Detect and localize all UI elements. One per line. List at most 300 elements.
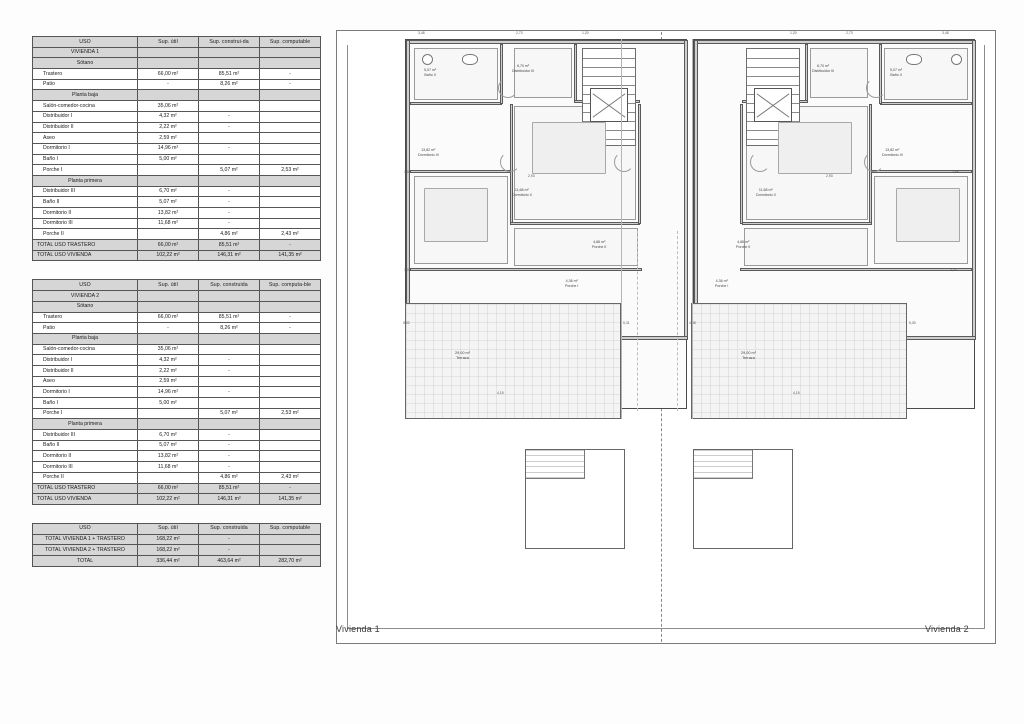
- cell: [260, 545, 321, 556]
- dimension-label: 3,02: [404, 268, 411, 272]
- table-total-row: [33, 494, 321, 505]
- table-row: [33, 398, 321, 409]
- table-total-row: [33, 240, 321, 251]
- cell: 146,31 m²: [199, 250, 260, 261]
- cell: [260, 90, 321, 101]
- cell: 85,51 m²: [199, 69, 260, 80]
- cell: [260, 376, 321, 387]
- cell: [199, 47, 260, 58]
- terrace-label-left: 29,00 m² Terraza: [455, 351, 470, 361]
- dimension-label: 4,15: [497, 391, 504, 395]
- sanitary-fixture: [422, 54, 433, 65]
- cell: Baño II: [33, 440, 138, 451]
- cell: 14,96 m²: [138, 143, 199, 154]
- cell: [199, 419, 260, 430]
- table-row: [33, 229, 321, 240]
- cell: [260, 133, 321, 144]
- cell: [260, 398, 321, 409]
- gap-dash-b: [677, 231, 678, 411]
- col-header-uso: USO: [33, 280, 138, 291]
- table-row: [33, 323, 321, 334]
- cell: 141,35 m²: [260, 494, 321, 505]
- cell: -: [138, 79, 199, 90]
- room-porche-ii: [514, 228, 638, 266]
- col-header-sup-util: Sup. útil: [138, 280, 199, 291]
- cell: -: [260, 483, 321, 494]
- cell: TOTAL USO TRASTERO: [33, 240, 138, 251]
- sanitary-fixture: [906, 54, 922, 65]
- cell: TOTAL USO VIVIENDA: [33, 494, 138, 505]
- table-total-row: [33, 483, 321, 494]
- cell: 2,43 m²: [260, 472, 321, 483]
- caption-vivienda-2: Vivienda 2: [925, 624, 969, 634]
- cell: Baño I: [33, 398, 138, 409]
- dimension-label: 2,73: [516, 31, 523, 35]
- cell: [138, 419, 199, 430]
- cell: 4,86 m²: [199, 472, 260, 483]
- cell: [260, 154, 321, 165]
- cell: [199, 398, 260, 409]
- sanitary-fixture: [462, 54, 478, 65]
- cell: Sótano: [33, 301, 138, 312]
- cell: -: [199, 122, 260, 133]
- cell: 4,86 m²: [199, 229, 260, 240]
- cell: [199, 101, 260, 112]
- table-row: [33, 154, 321, 165]
- cell: Aseo: [33, 133, 138, 144]
- cell: [260, 58, 321, 69]
- cell: Distribuidor III: [33, 430, 138, 441]
- cell: [260, 291, 321, 302]
- cell: [199, 133, 260, 144]
- cell: 35,06 m²: [138, 344, 199, 355]
- caption-vivienda-1: Vivienda 1: [336, 624, 380, 634]
- dimension-label: 2,73: [846, 31, 853, 35]
- door-swing: [864, 152, 884, 172]
- table-row: [33, 365, 321, 376]
- cell: TOTAL USO VIVIENDA: [33, 250, 138, 261]
- cell: 66,00 m²: [138, 312, 199, 323]
- cell: [199, 90, 260, 101]
- table-row: [33, 462, 321, 473]
- cell: [260, 111, 321, 122]
- table-row: [33, 79, 321, 90]
- dimension-label: 5,30: [909, 321, 916, 325]
- cell: [260, 430, 321, 441]
- cell: 8,26 m²: [199, 323, 260, 334]
- patio-void: [754, 88, 792, 122]
- cell: [260, 301, 321, 312]
- table-row: [33, 333, 321, 344]
- cell: Planta primera: [33, 419, 138, 430]
- cell: [260, 365, 321, 376]
- wall: [742, 222, 872, 225]
- table-row: [33, 376, 321, 387]
- cell: [260, 451, 321, 462]
- room-label: 5,07 m² Baño II: [890, 68, 903, 77]
- cell: 14,96 m²: [138, 387, 199, 398]
- cell: -: [199, 365, 260, 376]
- cell: Planta baja: [33, 333, 138, 344]
- cell: 85,51 m²: [199, 240, 260, 251]
- table-row: [33, 419, 321, 430]
- cell: -: [199, 197, 260, 208]
- cell: TOTAL: [33, 555, 138, 566]
- cell: 102,22 m²: [138, 494, 199, 505]
- cell: -: [199, 430, 260, 441]
- table-row: [33, 47, 321, 58]
- room-porche-ii: [744, 228, 868, 266]
- room-label: 4,86 m² Porche II: [592, 240, 607, 249]
- bottom-plan-block-right: [693, 449, 793, 549]
- hatched-area: [526, 450, 585, 479]
- wall: [574, 44, 577, 102]
- dimension-label: 3,48: [942, 31, 949, 35]
- dimension-label: 5,31: [623, 321, 630, 325]
- dimension-label: 4,15: [793, 391, 800, 395]
- col-header-uso: USO: [33, 37, 138, 48]
- cell: 66,00 m²: [138, 483, 199, 494]
- cell: -: [199, 143, 260, 154]
- cell: 141,35 m²: [260, 250, 321, 261]
- table-row: [33, 451, 321, 462]
- col-header-sup-computable: Sup. computable: [260, 37, 321, 48]
- dimension-label: 1,20: [790, 31, 797, 35]
- cell: 66,00 m²: [138, 69, 199, 80]
- cell: Aseo: [33, 376, 138, 387]
- table-row: [33, 186, 321, 197]
- col-header-sup-computable: Sup. computa-ble: [260, 280, 321, 291]
- wall: [410, 102, 502, 105]
- cell: 146,31 m²: [199, 494, 260, 505]
- wall: [410, 170, 510, 173]
- cell: VIVIENDA 1: [33, 47, 138, 58]
- cell: TOTAL VIVIENDA 2 + TRASTERO: [33, 545, 138, 556]
- cell: Planta baja: [33, 90, 138, 101]
- cell: 282,70 m²: [260, 555, 321, 566]
- cell: 11,68 m²: [138, 462, 199, 473]
- cell: 2,53 m²: [260, 165, 321, 176]
- area-schedule-tables: [32, 36, 322, 585]
- cell: -: [199, 355, 260, 366]
- cell: [138, 301, 199, 312]
- room-label: 6,70 m² Distribuidor III: [512, 64, 535, 73]
- cell: [138, 229, 199, 240]
- cell: -: [199, 534, 260, 545]
- wall: [694, 40, 698, 340]
- cell: Trastero: [33, 312, 138, 323]
- cell: [138, 175, 199, 186]
- cell: 35,06 m²: [138, 101, 199, 112]
- cell: 2,22 m²: [138, 122, 199, 133]
- cell: 11,68 m²: [138, 218, 199, 229]
- cell: Distribuidor I: [33, 111, 138, 122]
- wall: [694, 40, 976, 44]
- col-header-sup-construida: Sup. construi-da: [199, 37, 260, 48]
- dimension-label: 3,88: [404, 170, 411, 174]
- dimension-label: 2,93: [826, 174, 833, 178]
- cell: [138, 90, 199, 101]
- table-row: [33, 312, 321, 323]
- site-boundary-bottom: [347, 628, 985, 629]
- table-row: [33, 90, 321, 101]
- cell: Salón-comedor-cocina: [33, 344, 138, 355]
- sanitary-fixture: [951, 54, 962, 65]
- cell: [260, 175, 321, 186]
- hatched-area: [694, 450, 753, 479]
- cell: -: [199, 545, 260, 556]
- table-row: [33, 69, 321, 80]
- table-total-row: [33, 545, 321, 556]
- bottom-plan-block-left: [525, 449, 625, 549]
- table-row: [33, 58, 321, 69]
- cell: 168,22 m²: [138, 545, 199, 556]
- cell: [199, 175, 260, 186]
- cell: [260, 387, 321, 398]
- cell: -: [260, 312, 321, 323]
- site-boundary-left: [347, 45, 348, 629]
- cell: 2,59 m²: [138, 133, 199, 144]
- room-label: 6,70 m² Distribuidor III: [812, 64, 835, 73]
- cell: Distribuidor III: [33, 186, 138, 197]
- cell: [199, 333, 260, 344]
- cell: 2,53 m²: [260, 408, 321, 419]
- dimension-label: 2,93: [528, 174, 535, 178]
- table-row: [33, 208, 321, 219]
- cell: Distribuidor I: [33, 355, 138, 366]
- cell: Dormitorio III: [33, 218, 138, 229]
- cell: 4,32 m²: [138, 111, 199, 122]
- cell: [260, 344, 321, 355]
- cell: Dormitorio I: [33, 387, 138, 398]
- cell: 2,22 m²: [138, 365, 199, 376]
- table-row: [33, 355, 321, 366]
- wall: [805, 44, 808, 102]
- table-total-row: [33, 250, 321, 261]
- room-label: 11,68 m² Dormitorio II: [756, 188, 776, 197]
- porch-label-right: 4,36 m² Porche I: [715, 279, 729, 288]
- bed-furniture: [778, 122, 852, 174]
- wall: [880, 102, 972, 105]
- col-header-sup-construida: Sup. construida: [199, 280, 260, 291]
- table-row: [33, 472, 321, 483]
- cell: [138, 408, 199, 419]
- cell: [260, 208, 321, 219]
- cell: [260, 143, 321, 154]
- cell: [260, 218, 321, 229]
- porch-label-left: 4,36 m² Porche I: [565, 279, 579, 288]
- cell: 2,59 m²: [138, 376, 199, 387]
- table-row: [33, 165, 321, 176]
- cell: -: [199, 387, 260, 398]
- cell: TOTAL VIVIENDA 1 + TRASTERO: [33, 534, 138, 545]
- cell: 5,07 m²: [199, 165, 260, 176]
- bed-furniture: [424, 188, 488, 242]
- terrace-label-right: 29,00 m² Terraza: [741, 351, 756, 361]
- cell: [199, 154, 260, 165]
- cell: Distribuidor II: [33, 365, 138, 376]
- table-row: [33, 111, 321, 122]
- cell: [260, 333, 321, 344]
- cell: [260, 440, 321, 451]
- cell: Salón-comedor-cocina: [33, 101, 138, 112]
- cell: [260, 47, 321, 58]
- cell: 5,07 m²: [199, 408, 260, 419]
- table-row: [33, 291, 321, 302]
- party-gap: [621, 39, 693, 419]
- table-row: [33, 218, 321, 229]
- cell: 85,51 m²: [199, 312, 260, 323]
- cell: [260, 197, 321, 208]
- cell: 5,00 m²: [138, 154, 199, 165]
- col-header-sup-util: Sup. útil: [138, 37, 199, 48]
- col-header-sup-util: Sup. útil: [138, 523, 199, 534]
- cell: [260, 534, 321, 545]
- cell: 336,44 m²: [138, 555, 199, 566]
- cell: [199, 58, 260, 69]
- cell: Patio: [33, 323, 138, 334]
- cell: Sótano: [33, 58, 138, 69]
- cell: Dormitorio II: [33, 451, 138, 462]
- cell: -: [199, 186, 260, 197]
- cell: Baño II: [33, 197, 138, 208]
- door-swing: [500, 152, 520, 172]
- table-header-row: [33, 37, 321, 48]
- wall: [410, 268, 642, 271]
- cell: -: [260, 79, 321, 90]
- cell: -: [199, 208, 260, 219]
- cell: Distribuidor II: [33, 122, 138, 133]
- room-label: 13,82 m² Dormitorio III: [882, 148, 903, 157]
- dimension-label: 3,48: [418, 31, 425, 35]
- table-row: [33, 143, 321, 154]
- wall: [972, 40, 976, 340]
- cell: -: [260, 69, 321, 80]
- table-row: [33, 101, 321, 112]
- cell: -: [199, 111, 260, 122]
- col-header-sup-computable: Sup. computable: [260, 523, 321, 534]
- table-row: [33, 344, 321, 355]
- terrace-right: [691, 303, 907, 419]
- table-vivienda-1: [32, 36, 321, 261]
- wall: [740, 268, 972, 271]
- cell: Porche I: [33, 408, 138, 419]
- cell: Porche I: [33, 165, 138, 176]
- door-swing: [750, 152, 770, 172]
- gap-dash-a: [637, 231, 638, 411]
- cell: -: [138, 323, 199, 334]
- bed-furniture: [896, 188, 960, 242]
- room-label: 5,07 m² Baño II: [424, 68, 437, 77]
- room-label: 4,86 m² Porche II: [736, 240, 751, 249]
- table-header-row: [33, 280, 321, 291]
- table-row: [33, 197, 321, 208]
- cell: [199, 376, 260, 387]
- cell: 85,51 m²: [199, 483, 260, 494]
- cell: 8,26 m²: [199, 79, 260, 90]
- table-row: [33, 387, 321, 398]
- dimension-label: 3,88: [952, 170, 959, 174]
- cell: 5,07 m²: [138, 197, 199, 208]
- cell: Dormitorio II: [33, 208, 138, 219]
- cell: [138, 165, 199, 176]
- cell: 168,22 m²: [138, 534, 199, 545]
- wall: [740, 104, 743, 224]
- cell: Planta primera: [33, 175, 138, 186]
- cell: 463,64 m²: [199, 555, 260, 566]
- cell: [138, 58, 199, 69]
- terrace-left: [405, 303, 621, 419]
- cell: Patio: [33, 79, 138, 90]
- cell: [260, 355, 321, 366]
- table-row: [33, 408, 321, 419]
- cell: [260, 462, 321, 473]
- wall: [406, 40, 410, 340]
- cell: 66,00 m²: [138, 240, 199, 251]
- cell: Porche II: [33, 472, 138, 483]
- table-row: [33, 133, 321, 144]
- floor-plan-drawing: [336, 30, 996, 644]
- cell: TOTAL USO TRASTERO: [33, 483, 138, 494]
- table-row: [33, 440, 321, 451]
- room-label: 11,68 m² Dormitorio II: [512, 188, 532, 197]
- site-boundary-right: [984, 45, 985, 629]
- cell: Porche II: [33, 229, 138, 240]
- cell: 13,82 m²: [138, 451, 199, 462]
- table-row: [33, 122, 321, 133]
- table-totales: [32, 523, 321, 567]
- cell: [260, 186, 321, 197]
- cell: [260, 101, 321, 112]
- cell: [138, 472, 199, 483]
- table-grand-total-row: [33, 555, 321, 566]
- dimension-label: 4,48: [689, 321, 696, 325]
- cell: Baño I: [33, 154, 138, 165]
- cell: [260, 419, 321, 430]
- bed-furniture: [532, 122, 606, 174]
- cell: 5,00 m²: [138, 398, 199, 409]
- cell: [260, 122, 321, 133]
- cell: 4,32 m²: [138, 355, 199, 366]
- table-total-row: [33, 534, 321, 545]
- cell: [199, 301, 260, 312]
- dimension-label: 5,02: [403, 321, 410, 325]
- cell: -: [199, 440, 260, 451]
- cell: -: [199, 462, 260, 473]
- dimension-label: 3,02: [950, 268, 957, 272]
- cell: VIVIENDA 2: [33, 291, 138, 302]
- cell: 2,43 m²: [260, 229, 321, 240]
- cell: [199, 344, 260, 355]
- cell: 6,70 m²: [138, 186, 199, 197]
- col-header-uso: USO: [33, 523, 138, 534]
- door-swing: [866, 78, 886, 98]
- table-row: [33, 301, 321, 312]
- cell: [199, 291, 260, 302]
- cell: 13,82 m²: [138, 208, 199, 219]
- cell: -: [260, 240, 321, 251]
- cell: -: [199, 451, 260, 462]
- table-row: [33, 175, 321, 186]
- cell: [138, 291, 199, 302]
- cell: -: [199, 218, 260, 229]
- cell: [138, 47, 199, 58]
- table-header-row: [33, 523, 321, 534]
- col-header-sup-construida: Sup. construida: [199, 523, 260, 534]
- table-row: [33, 430, 321, 441]
- door-swing: [498, 78, 518, 98]
- dimension-label: 1,20: [582, 31, 589, 35]
